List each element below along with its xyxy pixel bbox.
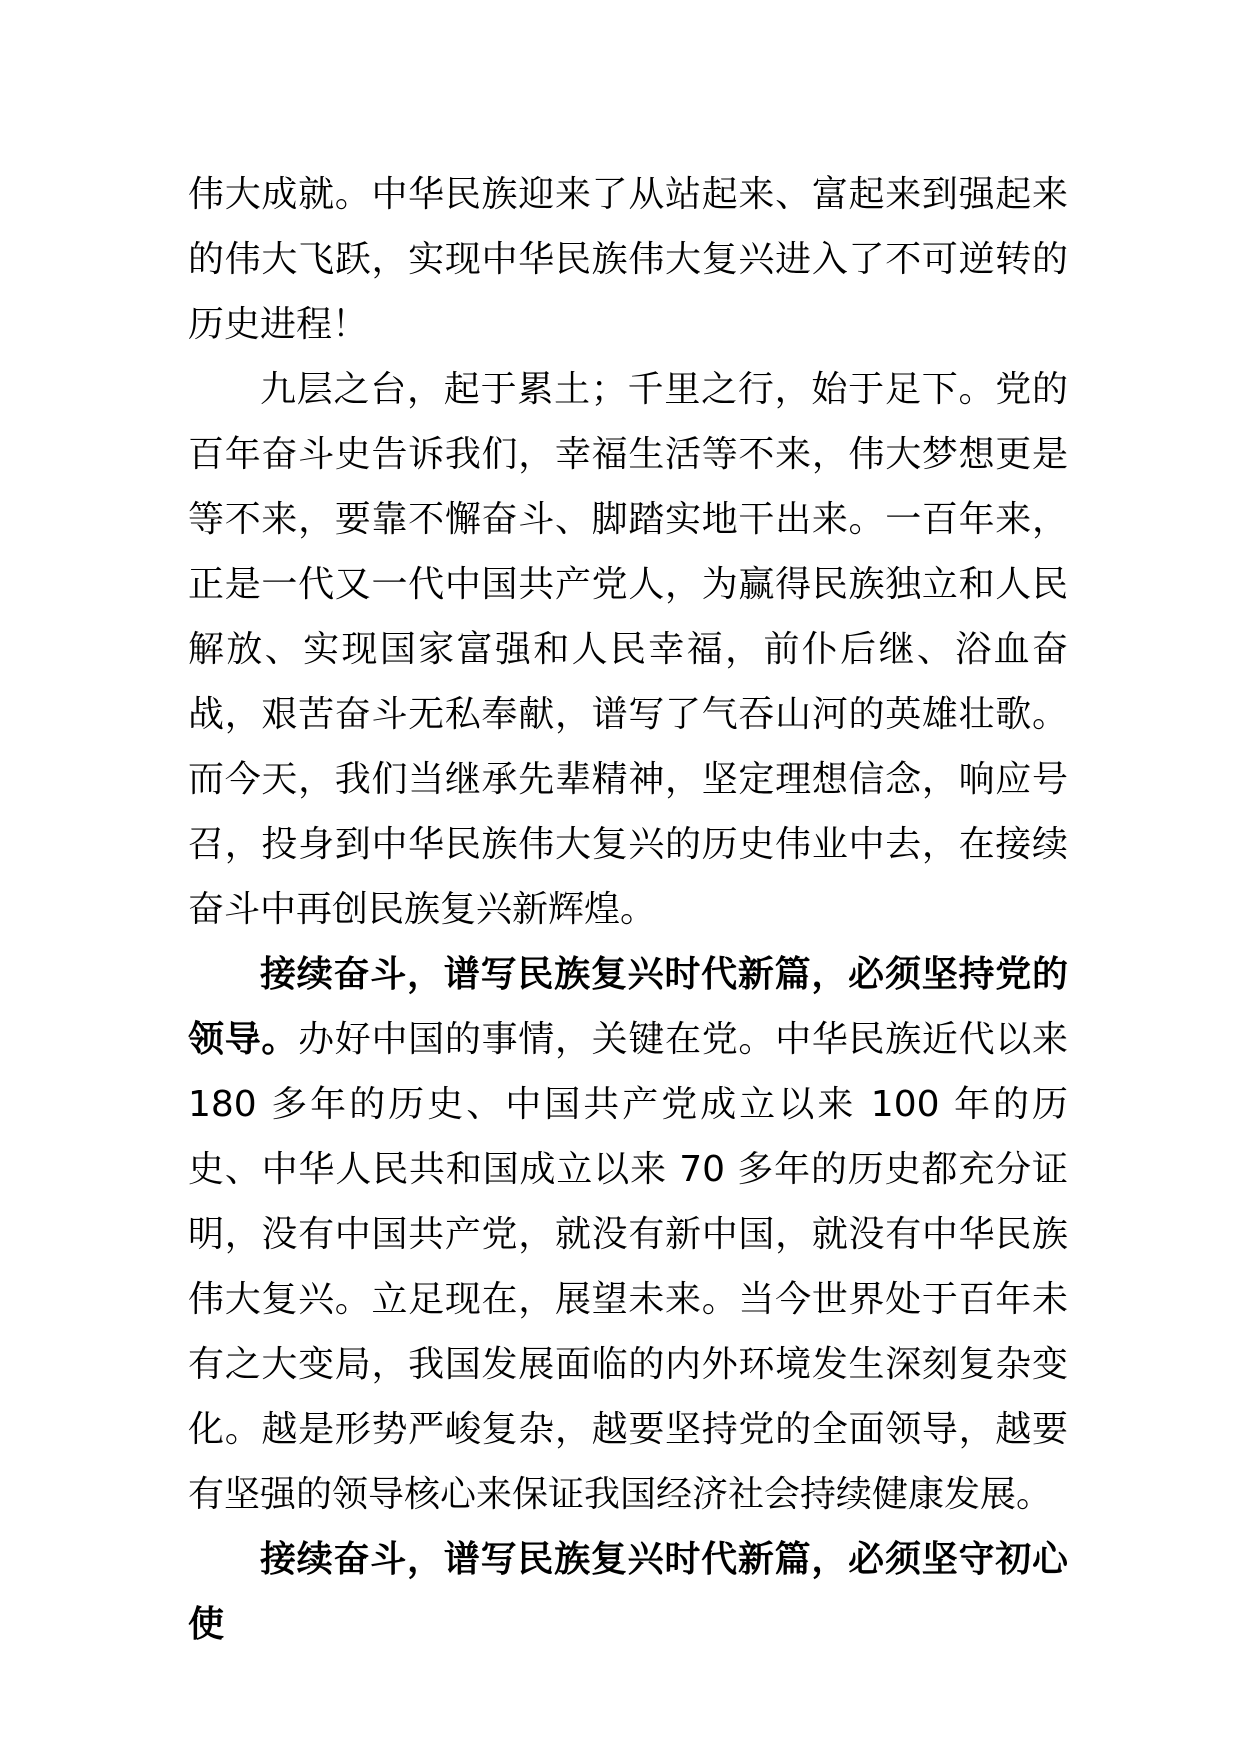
paragraph-2-text: 九层之台，起于累土；千里之行，始于足下。党的百年奋斗史告诉我们，幸福生活等不来，伟大梦想更是等不来，要靠不懈奋斗、脚踏实地干出来。一百年来，正是一代又一代中国共产党人，为赢得民族独立和人民解放、实现国家富强和人民幸福，前仆后继、浴血奋战，艰苦奋斗无私奉献，谱写了气吞山河的英雄壮歌。而今天，我们当继承先辈精神，坚定理想信念，响应号召，投身到中华民族伟大复兴的历史伟业中去，在接续奋斗中再创民族复兴新辉煌。: [188, 369, 1068, 930]
paragraph-2: [188, 357, 1068, 942]
paragraph-1: [188, 162, 1068, 357]
document-body: [188, 162, 1068, 1657]
paragraph-3-text: 办好中国的事情，关键在党。中华民族近代以来 180 多年的历史、中国共产党成立以来 100 年的历史、中华人民共和国成立以来 70 多年的历史都充分证明，没有中国共产党，就没有新中国，就没有中华民族伟大复兴。立足现在，展望未来。当今世界处于百年未有之大变局，我国发展面临的内外环境发生深刻复杂变化。越是形势严峻复杂，越要坚持党的全面领导，越要有坚强的领导核心来保证我国经济社会持续健康发展。: [188, 1019, 1068, 1515]
paragraph-1-text: 伟大成就。中华民族迎来了从站起来、富起来到强起来的伟大飞跃，实现中华民族伟大复兴进入了不可逆转的历史进程！: [188, 174, 1068, 345]
paragraph-4: [188, 1527, 1068, 1657]
paragraph-3: [188, 942, 1068, 1527]
paragraph-3-bold-lead: 接续奋斗，谱写民族复兴时代新篇，必须坚持党的领导。: [188, 954, 1068, 1060]
paragraph-4-bold-lead: 接续奋斗，谱写民族复兴时代新篇，必须坚守初心使: [188, 1539, 1068, 1645]
